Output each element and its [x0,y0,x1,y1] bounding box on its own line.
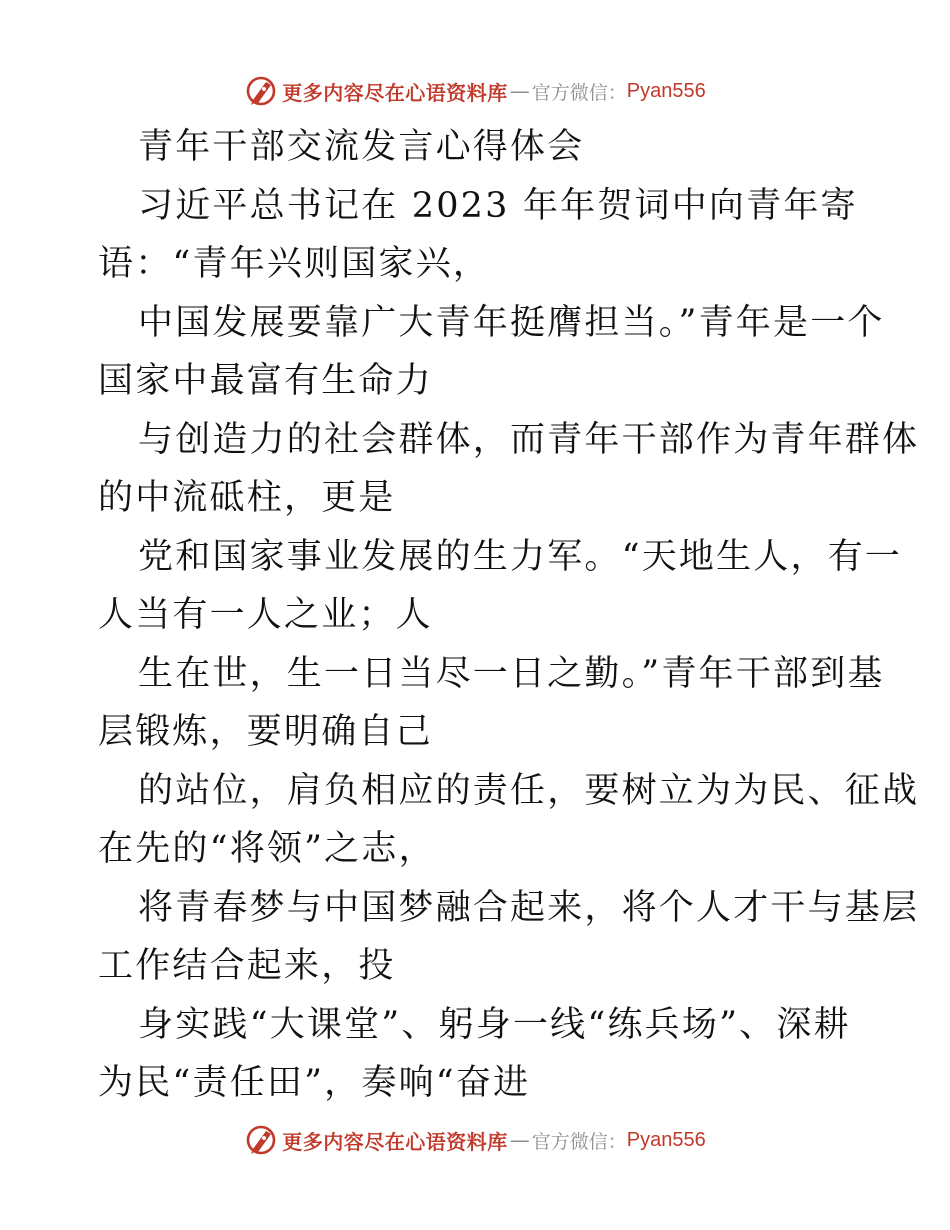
banner-dash: — [509,1128,530,1152]
paragraph-line: 在先的“将领”之志， [98,829,436,869]
footer-banner [0,1120,950,1160]
paragraph-line: 国家中最富有生命力 [98,361,433,401]
paragraph-line: 生在世，生一日当尽一日之勤。”青年干部到基 [138,653,885,694]
paragraph-line: 语：“青年兴则国家兴， [98,244,491,284]
document-title: 青年干部交流发言心得体会 [138,127,585,167]
banner-sub-text: 官方微信： [531,1130,627,1153]
paragraph-line: 为民“责任田”，奏响“奋进 [98,1063,531,1103]
paragraph-line: 的中流砥柱，更是 [98,478,396,518]
paragraph-line: 党和国家事业发展的生力军。“天地生人，有一 [138,536,903,577]
banner-wechat-id: Pyan556 [626,79,706,102]
paragraph-line: 中国发展要靠广大青年挺膺担当。”青年是一个 [138,302,885,343]
banner-main-text: 更多内容尽在心语资料库 [282,80,508,105]
paragraph-line: 工作结合起来，投 [98,946,396,986]
banner-wechat-id: Pyan556 [626,1128,706,1151]
pen-logo-icon [244,1123,278,1157]
header-banner [0,71,950,111]
paragraph-line: 人当有一人之业；人 [98,595,433,635]
paragraph-line: 层锻炼，要明确自己 [98,712,433,752]
banner-sub-text: 官方微信： [531,81,627,104]
paragraph-line: 将青春梦与中国梦融合起来，将个人才干与基层 [138,887,920,928]
paragraph-line: 与创造力的社会群体，而青年干部作为青年群体 [138,419,920,460]
pen-logo-icon [244,74,278,108]
banner-dash: — [509,79,530,103]
paragraph-line: 身实践“大课堂”、躬身一线“练兵场”、深耕 [138,1004,851,1045]
document-body [98,118,920,1113]
paragraph-line: 的站位，肩负相应的责任，要树立为为民、征战 [138,770,920,811]
paragraph-line: 习近平总书记在 2023 年年贺词中向青年寄 [138,185,858,226]
banner-main-text: 更多内容尽在心语资料库 [282,1129,508,1154]
